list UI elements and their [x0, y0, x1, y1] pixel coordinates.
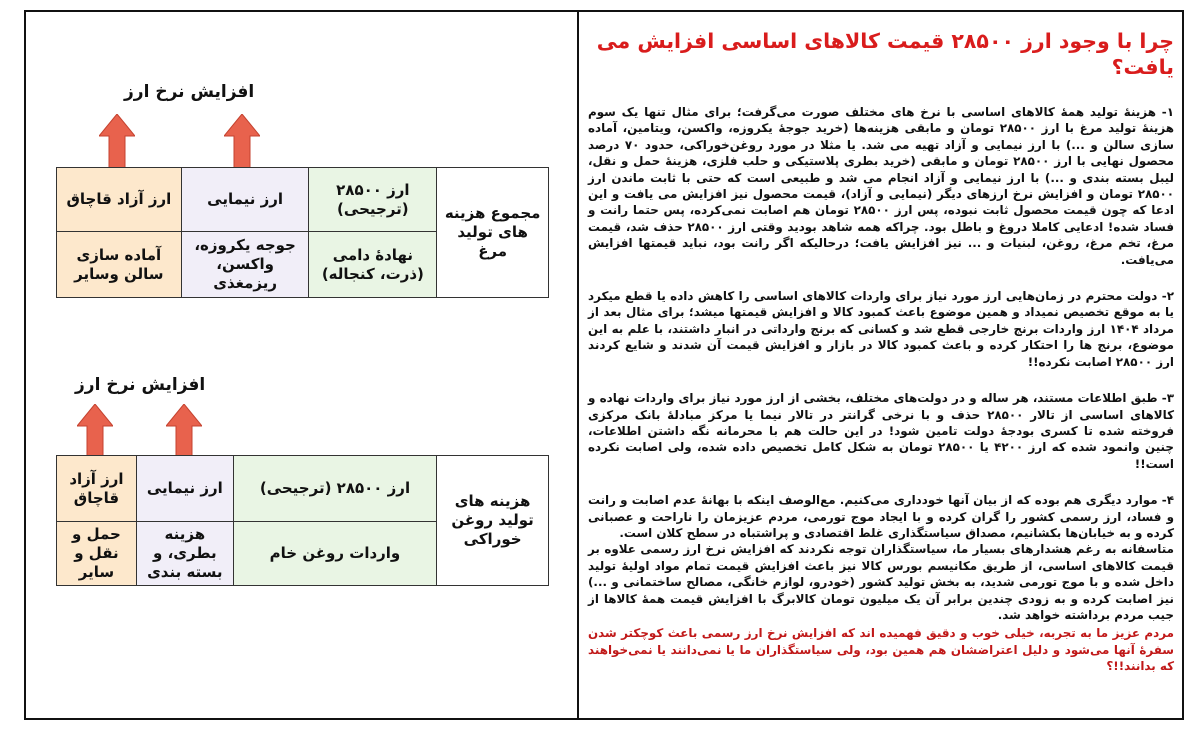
- chicken-cost-label: مجموع هزینه های تولید مرغ: [437, 168, 549, 298]
- cell-nima-currency: ارز نیمایی: [136, 456, 233, 522]
- top-heading: افزایش نرخ ارز: [124, 82, 255, 102]
- article-paragraph-3: ۳- طبق اطلاعات مستند، هر ساله و در دولت‌های مختلف، بخشی از ارز مورد نیاز برای واردات نهاده و کالاهای اساسی از تالار ۲۸۵۰۰ حذف و با نرخی گرانتر در تالار نیما یا مرکز مبادلهٔ بانک مرکزی فروخته شده تا کسری بودجهٔ دولت تامین شود! در این حالت هم با محرمانه نگه داشتن اطلاعات، چنین وانمود شده که ارز ۴۲۰۰ یا ۲۸۵۰۰ تومان به شکل کامل تخصیص داده شده، ولی اصابت نکرده است!!: [588, 391, 1174, 471]
- cell-preferential-currency: ارز ۲۸۵۰۰ (ترجیحی): [233, 456, 436, 522]
- oil-cost-label: هزینه های تولید روغن خوراکی: [437, 456, 549, 586]
- cell-crude-oil-import: واردات روغن خام: [233, 522, 436, 586]
- article-paragraph-4: ۴- موارد دیگری هم بوده که از بیان آنها خودداری می‌کنیم. مع‌الوصف اینکه با بهانهٔ عدم اصابت و رانت و فساد، ارز رسمی کشور را گران کرده و با ایجاد موج تورمی، مردم عزیزمان را ناراحت و عصبانی کرده و به خیابان‌ها بکشانیم، مصداق سیاستگذاری غلط اقتصادی و پراشتباه در سطح کلان است.: [588, 493, 1174, 540]
- arrow-up-icon: [166, 404, 202, 458]
- cell-free-currency: ارز آزاد قاچاق: [57, 456, 137, 522]
- cell-preferential-currency: ارز ۲۸۵۰۰ (ترجیحی): [309, 168, 437, 232]
- article-title: چرا با وجود ارز ۲۸۵۰۰ قیمت کالاهای اساسی افزایش می یافت؟: [596, 29, 1174, 79]
- cell-bottle-packaging: هزینه بطری، و بسته بندی: [136, 522, 233, 586]
- arrow-up-icon: [224, 114, 260, 168]
- article: [588, 28, 1174, 695]
- column-divider: [577, 10, 579, 720]
- cell-livestock-inputs: نهادهٔ دامی (ذرت، کنجاله): [309, 232, 437, 298]
- arrow-up-icon: [99, 114, 135, 168]
- article-closing: مردم عزیز ما به تجربه، خیلی خوب و دقیق فهمیده اند که افزایش نرخ ارز رسمی باعث کوچکتر شدن سفرهٔ آنها می‌شود و دلیل اعتراضشان هم همین بود، ولی سیاستگذاران ما یا نمی‌دانند یا نمی‌خواهند که بدانند!!؟: [588, 626, 1174, 674]
- cell-nima-currency: ارز نیمایی: [181, 168, 309, 232]
- oil-cost-table: [56, 455, 549, 586]
- cell-hall-preparation: آماده سازی سالن وسایر: [57, 232, 182, 298]
- bottom-heading: افزایش نرخ ارز: [75, 375, 206, 395]
- article-paragraph-5: متاسفانه به رغم هشدارهای بسیار ما، سیاستگذاران توجه نکردند که افزایش نرخ ارز رسمی علاوه بر قیمت کالاهای اساسی، از طریق مکانیسم بورس کالا نیز باعث افزایش قیمت تمام مواد اولیهٔ تولید داخل شده و با موج تورمی شدید، به بخش تولید کشور (خودرو، لوازم خانگی، مصالح ساختمانی و ...) نیز اصابت کرده و به زودی چندین برابر آن یک میلیون تومان کالابرگ با افزایش قیمت همهٔ کالاها از جیب مردم برداشته خواهد شد.: [588, 542, 1174, 622]
- article-paragraph-1: ۱- هزینهٔ تولید همهٔ کالاهای اساسی با نرخ های مختلف صورت می‌گرفت؛ برای مثال تنها یک سوم هزینهٔ تولید مرغ با ارز ۲۸۵۰۰ تومان و مابقی هزینه‌ها (خرید جوجهٔ یکروزه، واکسن، ویتامین، آماده سازی سالن و ...) با ارز نیمایی و آزاد تهیه می شد. یا مثلا در مورد روغن‌خوراکی، حدود ۷۰ درصد محصول نهایی با ارز ۲۸۵۰۰ تومان و مابقی (خرید بطری پلاستیکی و حلب فلزی، هزینهٔ حمل و نقل، لیبل بسته بندی و ...) با ارز نیمایی و آزاد انجام می شد و طبیعی است که حتی با ثابت ماندن ارز ۲۸۵۰۰ تومان و افزایش نرخ ارزهای دیگر (نیمایی و آزاد)، قیمت محصول نیز افزایش می یافت و این ادعا که چون قیمت محصول ثابت نبوده، پس ارز ۲۸۵۰۰ تومان هم اصابت نمی‌کرده، پس حتما رانت و فساد شده! ادعایی کاملا دروغ و باطل بود. چراکه همه شاهد بودید وقتی ارز ۲۸۵۰۰ حذف شد، قیمت مرغ، تخم مرغ، روغن، لبنیات و ... نیز افزایش یافت؛ درحالیکه اگر رانت بود، نباید قیمتها افزایش می‌یافت.: [588, 105, 1175, 267]
- cell-chicks-vaccine: جوجه یکروزه، واکسن، ریزمغذی: [181, 232, 309, 298]
- arrow-up-icon: [77, 404, 113, 458]
- chicken-cost-table: [56, 167, 549, 298]
- cell-free-currency: ارز آزاد قاچاق: [57, 168, 182, 232]
- article-paragraph-2: ۲- دولت محترم در زمان‌هایی ارز مورد نیاز برای واردات کالاهای اساسی را کاهش داده یا قطع میکرد یا به موقع تخصیص نمیداد و همین موضوع باعث کمبود کالا و افزایش قیمتها میشد؛ برای مثال بعد از مرداد ۱۴۰۴ ارز واردات برنج خارجی قطع شد و کسانی که برنج وارداتی در انبار داشتند، با علم به این موضوع، برنج ها را احتکار کرده و باعث کمبود کالا در بازار و افزایش قیمت آن شدند و شایع کردند ارز ۲۸۵۰۰ اصابت نکرده!!: [588, 289, 1174, 369]
- cell-transport: حمل و نقل و سایر: [57, 522, 137, 586]
